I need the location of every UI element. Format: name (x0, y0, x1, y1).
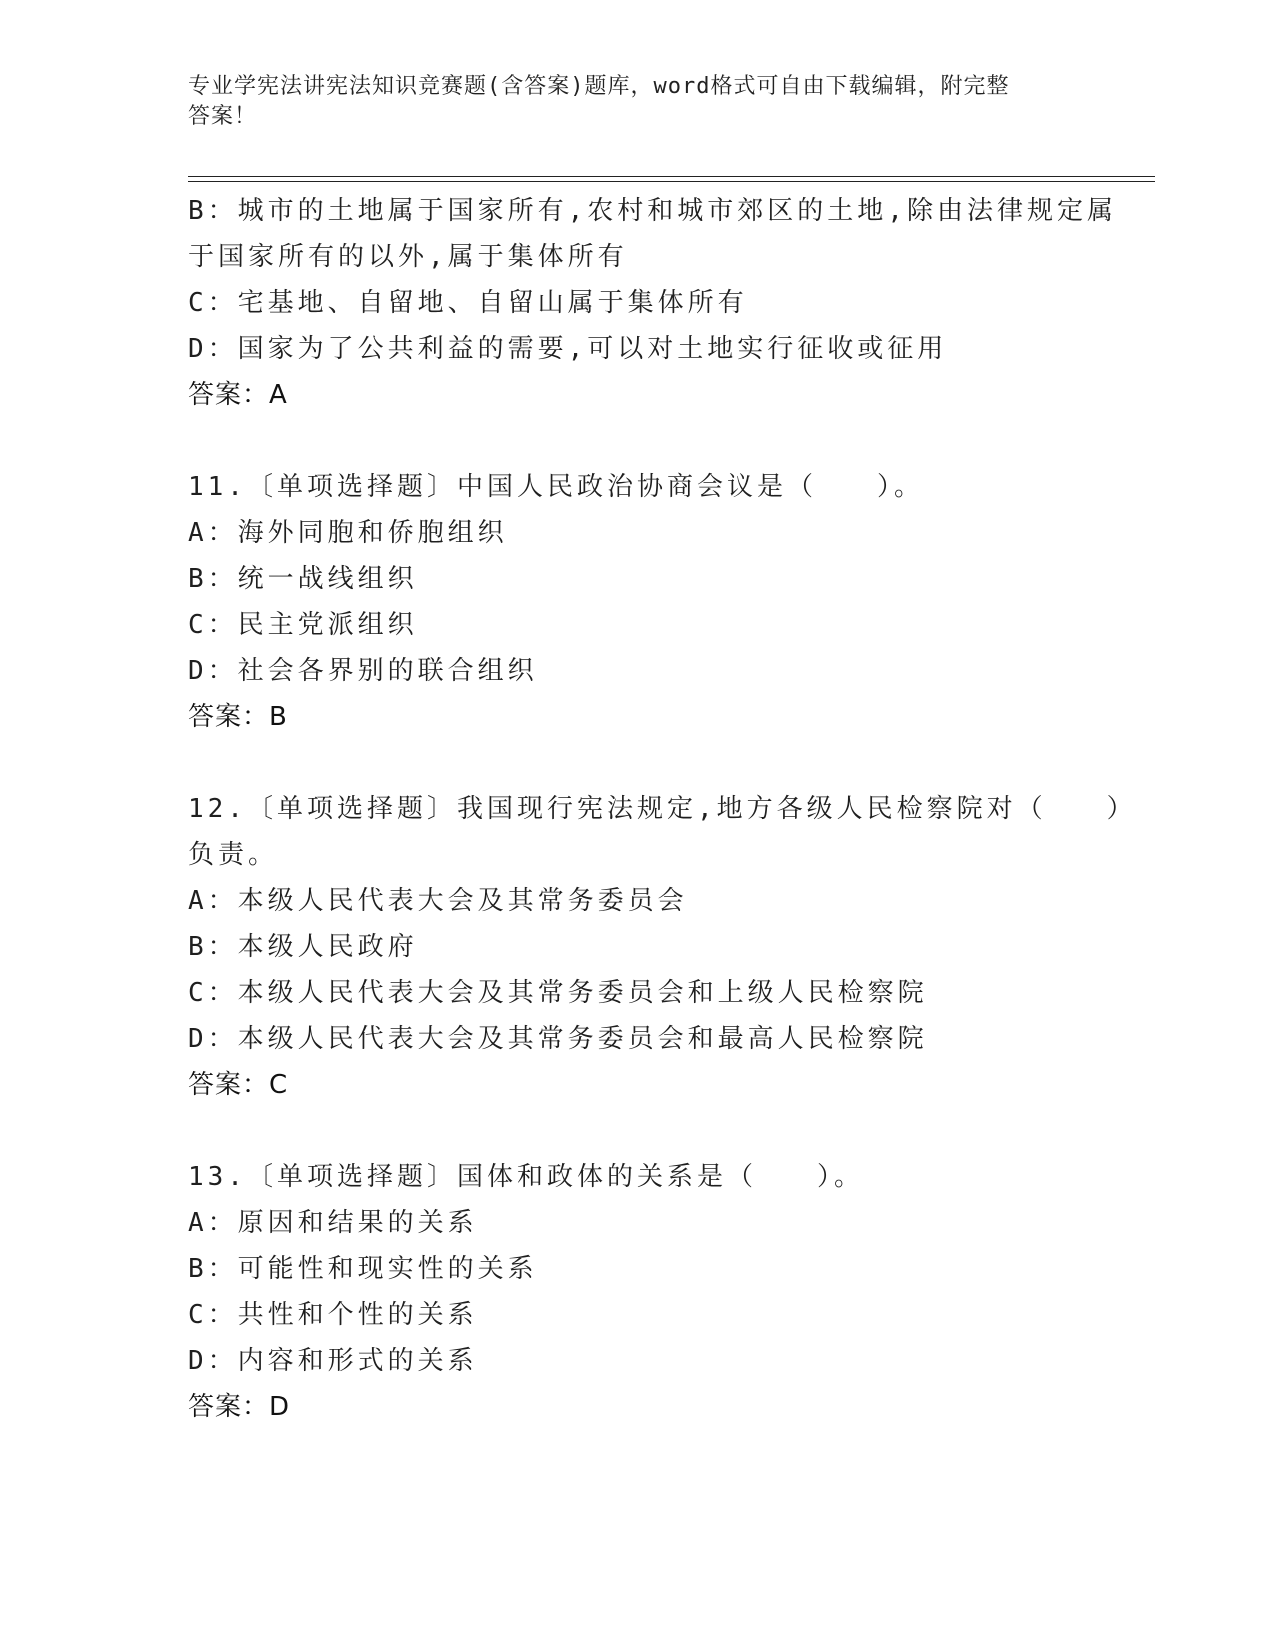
option-d: D：内容和形式的关系 (188, 1346, 478, 1376)
option-d: D：社会各界别的联合组织 (188, 656, 538, 686)
option-line: C：宅基地、自留地、自留山属于集体所有 (188, 288, 748, 318)
option-line: 于国家所有的以外,属于集体所有 (188, 242, 628, 272)
question-stem: 12.〔单项选择题〕我国现行宪法规定,地方各级人民检察院对（ ） (188, 794, 1137, 824)
option-d: D：本级人民代表大会及其常务委员会和最高人民检察院 (188, 1024, 928, 1054)
answer-label: 答案：A (188, 380, 288, 410)
header-line-2: 答案！ (188, 104, 258, 129)
document-header (188, 72, 1068, 132)
question-10-continuation (188, 188, 1117, 418)
question-stem: 11.〔单项选择题〕中国人民政治协商会议是（ ）。 (188, 472, 924, 502)
option-line: B：城市的土地属于国家所有,农村和城市郊区的土地,除由法律规定属 (188, 196, 1117, 226)
question-list (188, 188, 1137, 1430)
option-b: B：可能性和现实性的关系 (188, 1254, 538, 1284)
question-11 (188, 464, 1088, 740)
option-c: C：民主党派组织 (188, 610, 418, 640)
answer-label: 答案：C (188, 1070, 289, 1100)
question-stem-continued: 负责。 (188, 840, 279, 870)
question-stem: 13.〔单项选择题〕国体和政体的关系是（ ）。 (188, 1162, 864, 1192)
question-13 (188, 1154, 1088, 1430)
answer-label: 答案：D (188, 1392, 291, 1422)
option-a: A：原因和结果的关系 (188, 1208, 478, 1238)
header-divider-bottom (188, 181, 1155, 182)
option-c: C：本级人民代表大会及其常务委员会和上级人民检察院 (188, 978, 928, 1008)
option-a: A：海外同胞和侨胞组织 (188, 518, 508, 548)
header-divider-top (188, 176, 1155, 177)
header-line-1: 专业学宪法讲宪法知识竞赛题(含答案)题库，word格式可自由下载编辑，附完整 (188, 74, 1010, 99)
option-b: B：统一战线组织 (188, 564, 418, 594)
option-b: B：本级人民政府 (188, 932, 418, 962)
option-c: C：共性和个性的关系 (188, 1300, 478, 1330)
answer-label: 答案：B (188, 702, 288, 732)
option-a: A：本级人民代表大会及其常务委员会 (188, 886, 688, 916)
option-line: D：国家为了公共利益的需要,可以对土地实行征收或征用 (188, 334, 948, 364)
question-12 (188, 786, 1137, 1108)
